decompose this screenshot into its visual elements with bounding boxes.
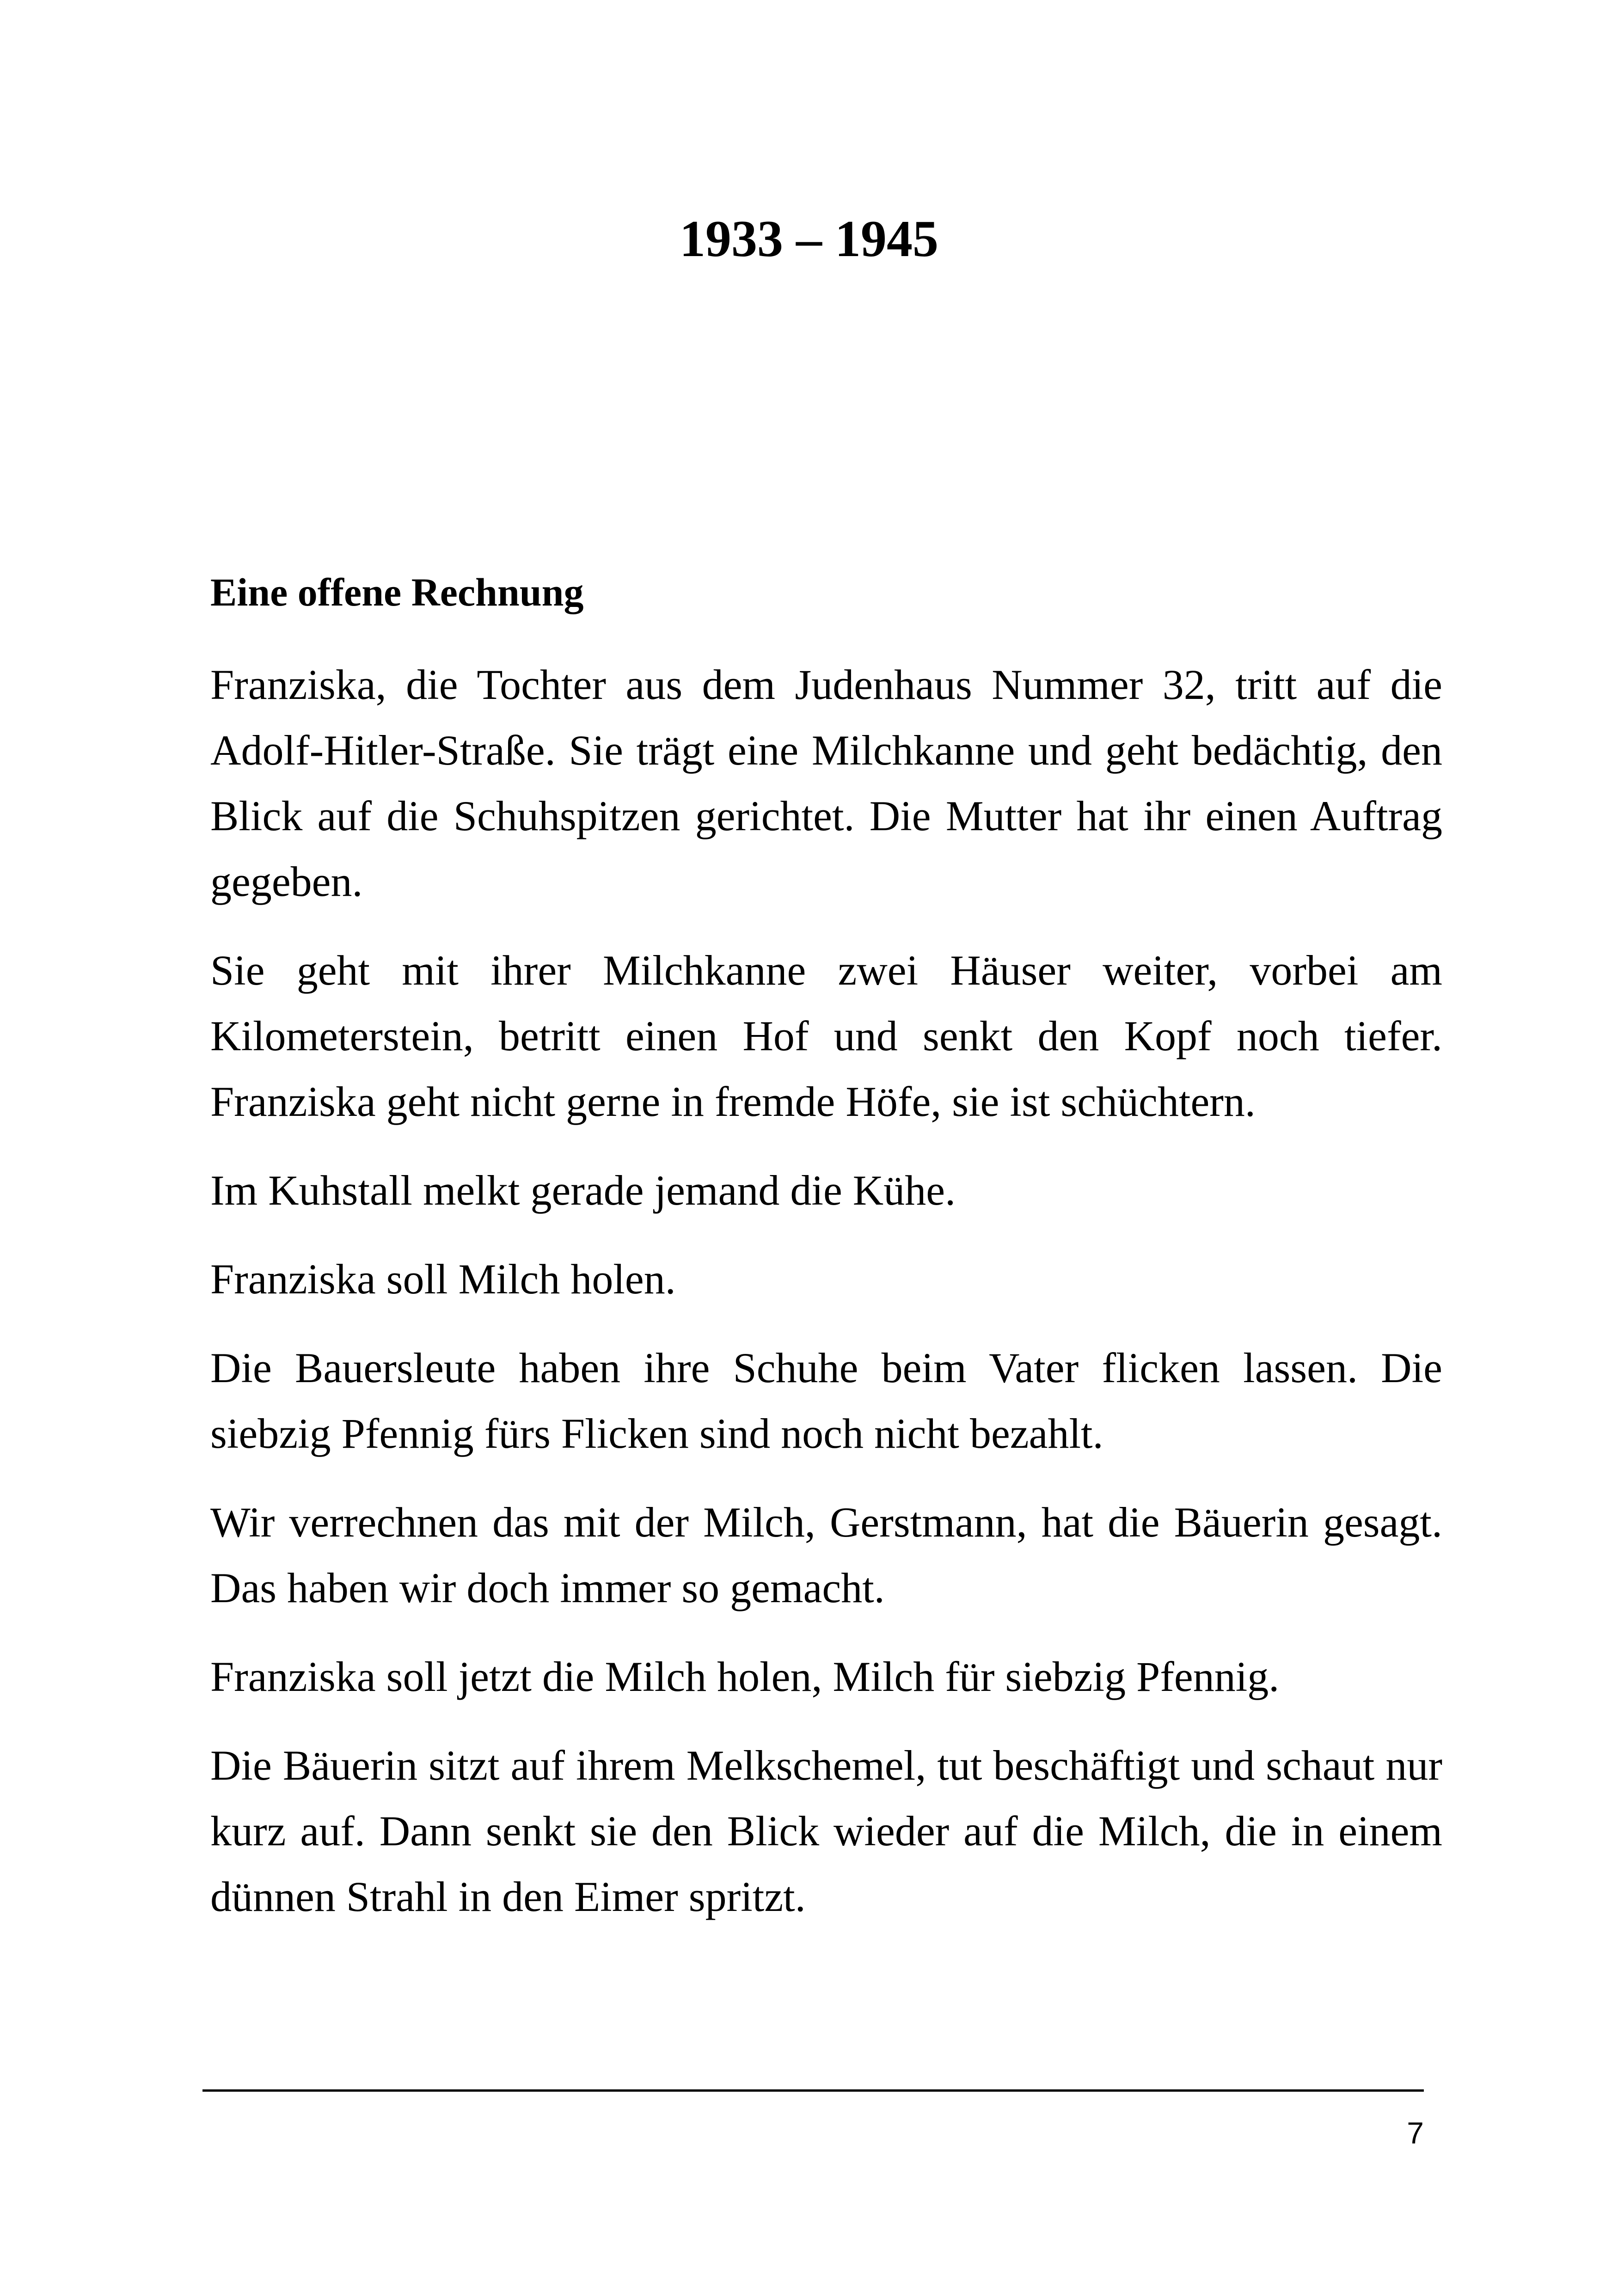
chapter-title: Eine offene Rechnung bbox=[210, 570, 584, 614]
part-title: 1933 – 1945 bbox=[680, 210, 938, 268]
paragraph-2: Sie geht mit ihrer Milchkanne zwei Häuser weiter, vorbei am Kilometerstein, betritt einen Hof und senkt den Kopf noch tiefer. Franziska geht nicht gerne in fremde Höfe, sie ist schüchtern. bbox=[210, 947, 1442, 1125]
paragraph-1: Franziska, die Tochter aus dem Judenhaus Nummer 32, tritt auf die Adolf-Hitler-Straße. Sie trägt eine Milchkanne und geht bedächtig, den Blick auf die Schuhspitzen gerichtet. Die Mutter hat ihr einen Auftrag gegeben. bbox=[210, 661, 1442, 905]
paragraph-3: Im Kuhstall melkt gerade jemand die Kühe. bbox=[210, 1167, 956, 1214]
paragraph-8: Die Bäuerin sitzt auf ihrem Melkschemel, tut beschäftigt und schaut nur kurz auf. Dann senkt sie den Blick wieder auf die Milch, die in einem dünnen Strahl in den Eimer spritzt. bbox=[210, 1742, 1442, 1920]
page-number: 7 bbox=[1407, 2116, 1424, 2150]
chapter-body bbox=[210, 652, 1442, 1929]
paragraph-4: Franziska soll Milch holen. bbox=[210, 1255, 676, 1303]
paragraph-6: Wir verrechnen das mit der Milch, Gerstmann, hat die Bäuerin gesagt. Das haben wir doch immer so gemacht. bbox=[210, 1499, 1442, 1611]
paragraph-7: Franziska soll jetzt die Milch holen, Milch für siebzig Pfennig. bbox=[210, 1653, 1280, 1700]
paragraph-5: Die Bauersleute haben ihre Schuhe beim Vater flicken lassen. Die siebzig Pfennig fürs Flicken sind noch nicht bezahlt. bbox=[210, 1344, 1442, 1457]
footer-rule bbox=[202, 2089, 1424, 2092]
